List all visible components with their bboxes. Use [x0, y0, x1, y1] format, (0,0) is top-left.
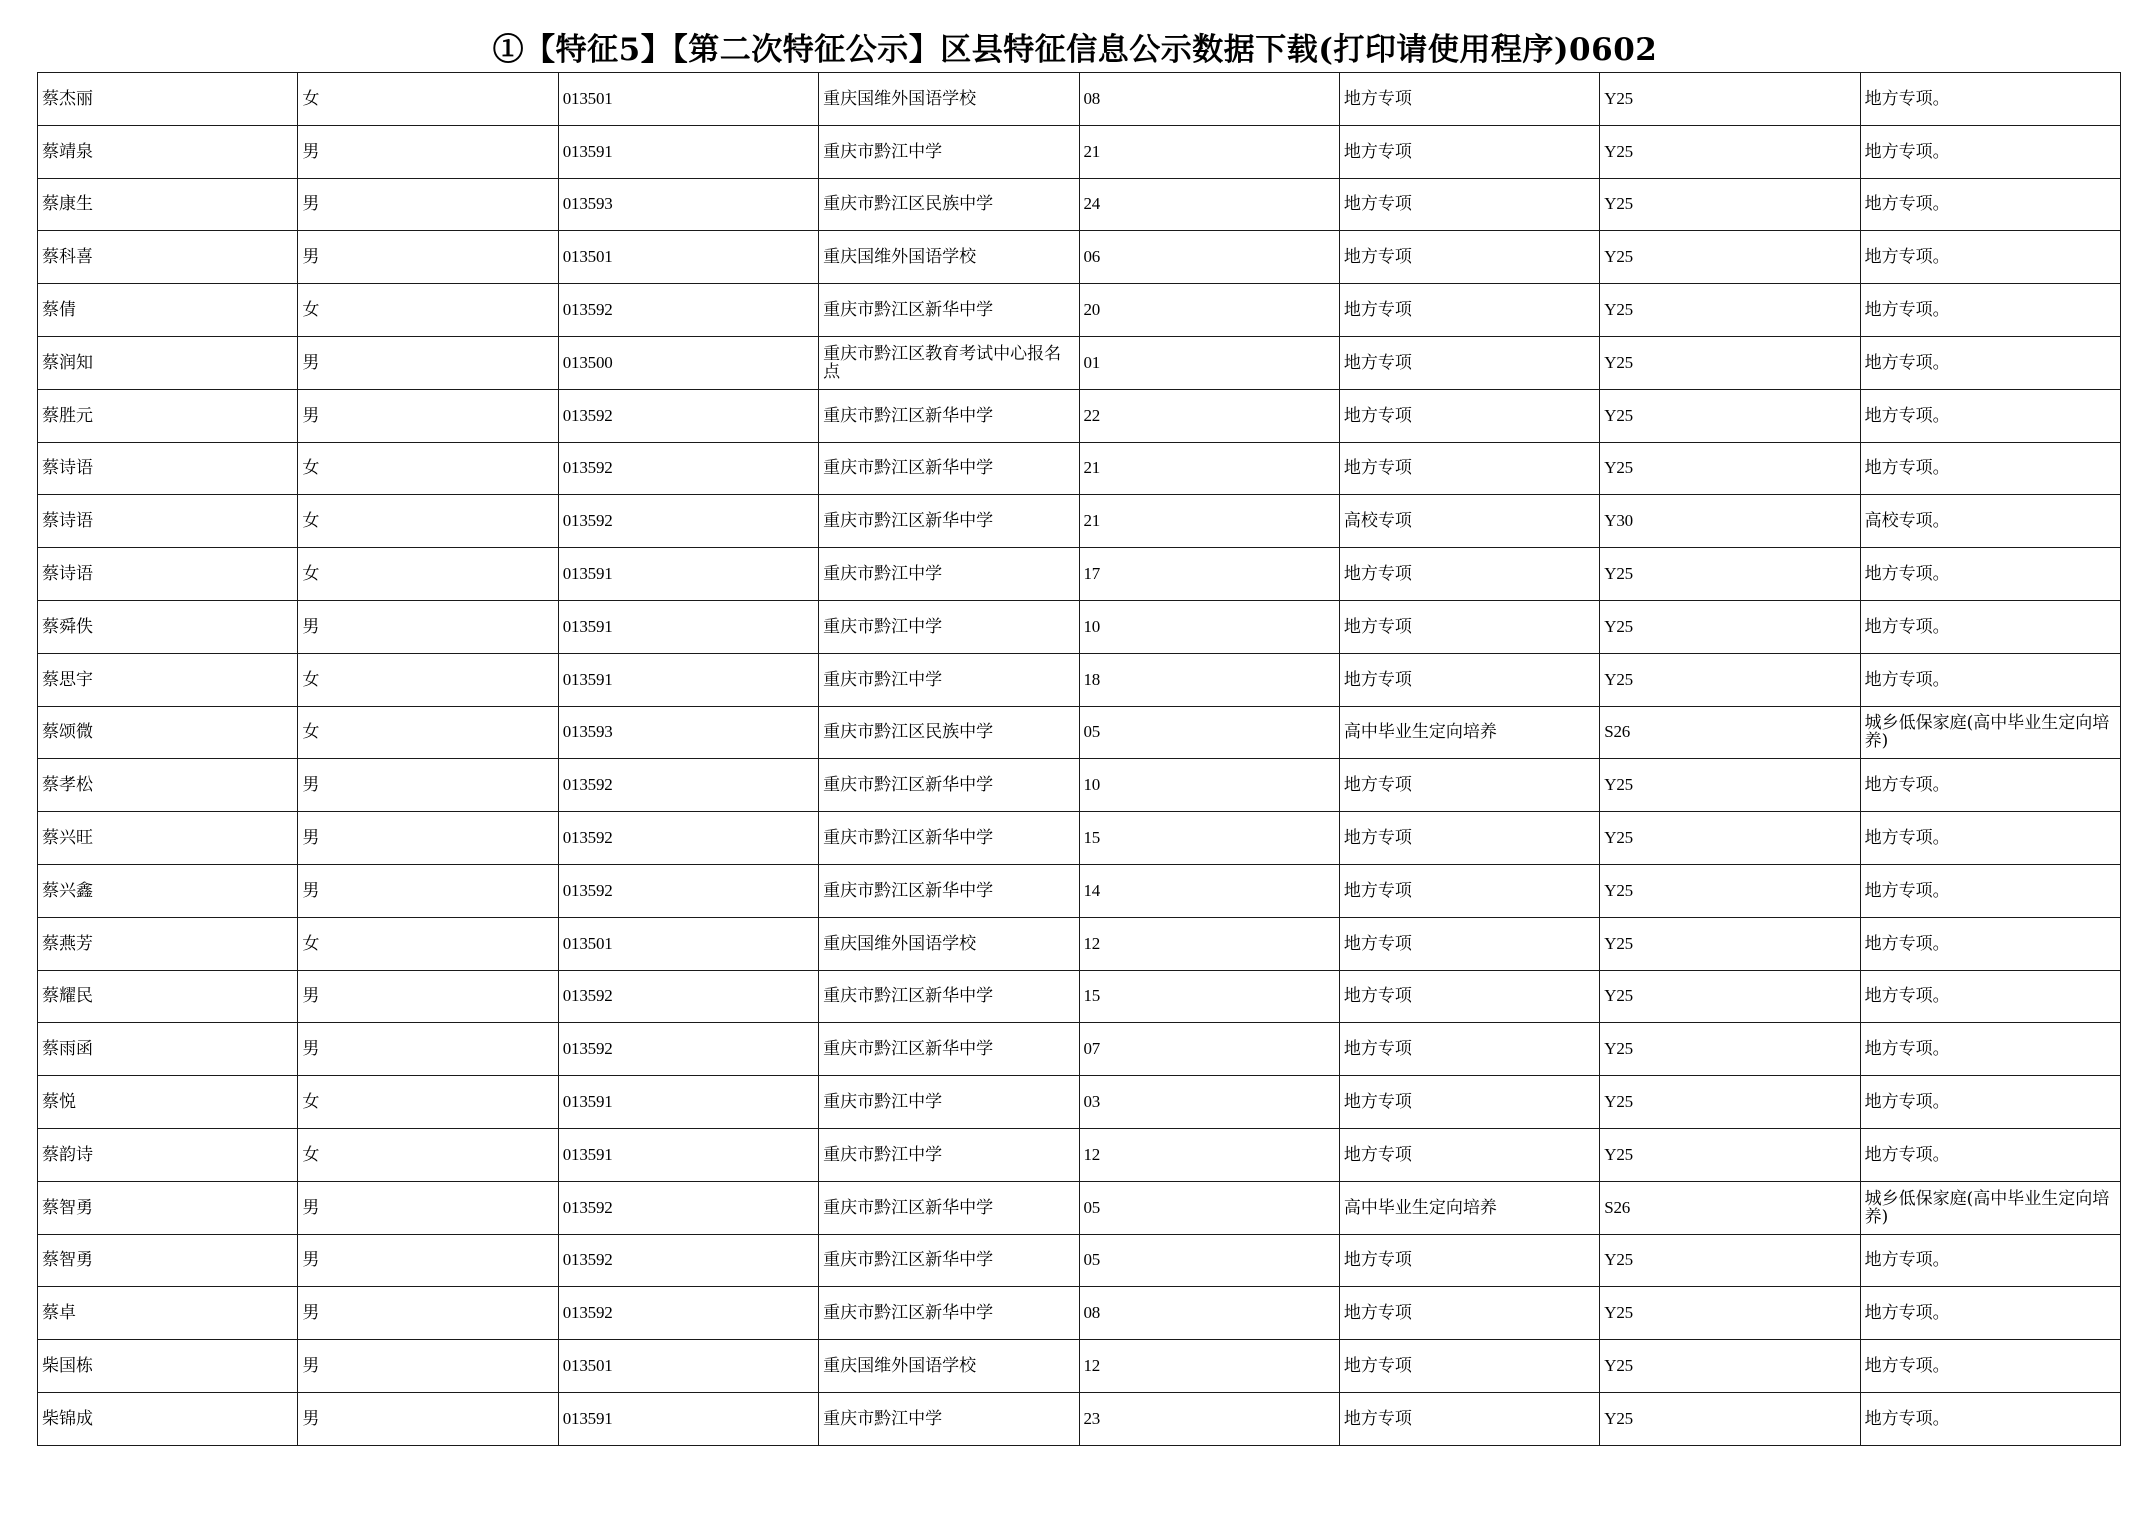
program-category-cell: 地方专项 — [1339, 759, 1599, 812]
student-name-cell: 蔡润知 — [38, 336, 298, 389]
gender-cell: 女 — [298, 548, 558, 601]
gender-cell: 女 — [298, 442, 558, 495]
school-code-cell: 013592 — [558, 495, 818, 548]
student-name-cell: 柴国栋 — [38, 1340, 298, 1393]
school-name-cell: 重庆国维外国语学校 — [819, 1340, 1079, 1393]
student-name-cell: 蔡孝松 — [38, 759, 298, 812]
school-code-cell: 013592 — [558, 970, 818, 1023]
student-name-cell: 蔡颂微 — [38, 706, 298, 759]
program-category-cell: 地方专项 — [1339, 1234, 1599, 1287]
remark-cell: 地方专项。 — [1860, 442, 2120, 495]
program-category-cell: 地方专项 — [1339, 1023, 1599, 1076]
remark-cell: 地方专项。 — [1860, 1392, 2120, 1445]
gender-cell: 女 — [298, 653, 558, 706]
gender-cell: 女 — [298, 917, 558, 970]
program-category-cell: 地方专项 — [1339, 1340, 1599, 1393]
program-code-cell: Y25 — [1600, 970, 1860, 1023]
school-name-cell: 重庆市黔江区新华中学 — [819, 1287, 1079, 1340]
student-name-cell: 蔡靖泉 — [38, 125, 298, 178]
student-name-cell: 蔡杰丽 — [38, 73, 298, 126]
table-row — [38, 442, 2121, 495]
program-code-cell: Y25 — [1600, 336, 1860, 389]
program-code-cell: Y25 — [1600, 917, 1860, 970]
class-number-cell: 21 — [1079, 495, 1339, 548]
class-number-cell: 08 — [1079, 73, 1339, 126]
program-code-cell: Y25 — [1600, 73, 1860, 126]
school-name-cell: 重庆市黔江区民族中学 — [819, 706, 1079, 759]
roster-table-body — [38, 73, 2121, 1446]
class-number-cell: 23 — [1079, 1392, 1339, 1445]
school-name-cell: 重庆市黔江中学 — [819, 125, 1079, 178]
school-name-cell: 重庆市黔江区新华中学 — [819, 970, 1079, 1023]
school-name-cell: 重庆市黔江中学 — [819, 1076, 1079, 1129]
program-category-cell: 地方专项 — [1339, 1128, 1599, 1181]
program-code-cell: Y25 — [1600, 389, 1860, 442]
student-name-cell: 蔡燕芳 — [38, 917, 298, 970]
gender-cell: 男 — [298, 336, 558, 389]
gender-cell: 男 — [298, 1287, 558, 1340]
school-code-cell: 013591 — [558, 1076, 818, 1129]
remark-cell: 地方专项。 — [1860, 653, 2120, 706]
remark-cell: 高校专项。 — [1860, 495, 2120, 548]
table-row — [38, 336, 2121, 389]
table-row — [38, 653, 2121, 706]
school-name-cell: 重庆市黔江区民族中学 — [819, 178, 1079, 231]
table-row — [38, 1023, 2121, 1076]
student-name-cell: 柴锦成 — [38, 1392, 298, 1445]
gender-cell: 男 — [298, 1181, 558, 1234]
school-name-cell: 重庆市黔江区教育考试中心报名点 — [819, 336, 1079, 389]
class-number-cell: 05 — [1079, 706, 1339, 759]
school-code-cell: 013592 — [558, 284, 818, 337]
program-code-cell: Y25 — [1600, 1392, 1860, 1445]
school-code-cell: 013592 — [558, 1287, 818, 1340]
program-category-cell: 地方专项 — [1339, 812, 1599, 865]
school-code-cell: 013592 — [558, 864, 818, 917]
school-code-cell: 013500 — [558, 336, 818, 389]
program-code-cell: S26 — [1600, 706, 1860, 759]
program-code-cell: Y25 — [1600, 1287, 1860, 1340]
class-number-cell: 12 — [1079, 1128, 1339, 1181]
school-code-cell: 013592 — [558, 812, 818, 865]
gender-cell: 女 — [298, 495, 558, 548]
student-name-cell: 蔡倩 — [38, 284, 298, 337]
gender-cell: 男 — [298, 231, 558, 284]
table-row — [38, 706, 2121, 759]
school-code-cell: 013592 — [558, 1181, 818, 1234]
program-category-cell: 地方专项 — [1339, 970, 1599, 1023]
program-code-cell: Y25 — [1600, 864, 1860, 917]
class-number-cell: 05 — [1079, 1181, 1339, 1234]
remark-cell: 地方专项。 — [1860, 73, 2120, 126]
program-category-cell: 高校专项 — [1339, 495, 1599, 548]
school-code-cell: 013592 — [558, 1023, 818, 1076]
gender-cell: 男 — [298, 970, 558, 1023]
program-code-cell: Y30 — [1600, 495, 1860, 548]
remark-cell: 地方专项。 — [1860, 1076, 2120, 1129]
class-number-cell: 15 — [1079, 970, 1339, 1023]
class-number-cell: 15 — [1079, 812, 1339, 865]
program-code-cell: Y25 — [1600, 653, 1860, 706]
remark-cell: 地方专项。 — [1860, 1287, 2120, 1340]
class-number-cell: 17 — [1079, 548, 1339, 601]
school-name-cell: 重庆市黔江中学 — [819, 653, 1079, 706]
student-name-cell: 蔡科喜 — [38, 231, 298, 284]
roster-table — [37, 72, 2121, 1446]
program-category-cell: 地方专项 — [1339, 389, 1599, 442]
program-code-cell: Y25 — [1600, 284, 1860, 337]
school-name-cell: 重庆国维外国语学校 — [819, 73, 1079, 126]
student-name-cell: 蔡兴鑫 — [38, 864, 298, 917]
class-number-cell: 03 — [1079, 1076, 1339, 1129]
table-row — [38, 1128, 2121, 1181]
class-number-cell: 01 — [1079, 336, 1339, 389]
school-code-cell: 013592 — [558, 389, 818, 442]
class-number-cell: 24 — [1079, 178, 1339, 231]
student-name-cell: 蔡舜佚 — [38, 600, 298, 653]
class-number-cell: 08 — [1079, 1287, 1339, 1340]
program-category-cell: 高中毕业生定向培养 — [1339, 1181, 1599, 1234]
gender-cell: 女 — [298, 1076, 558, 1129]
remark-cell: 地方专项。 — [1860, 600, 2120, 653]
program-category-cell: 地方专项 — [1339, 548, 1599, 601]
remark-cell: 地方专项。 — [1860, 548, 2120, 601]
table-row — [38, 495, 2121, 548]
student-name-cell: 蔡雨函 — [38, 1023, 298, 1076]
remark-cell: 地方专项。 — [1860, 1023, 2120, 1076]
school-code-cell: 013591 — [558, 125, 818, 178]
program-category-cell: 地方专项 — [1339, 600, 1599, 653]
class-number-cell: 20 — [1079, 284, 1339, 337]
class-number-cell: 12 — [1079, 1340, 1339, 1393]
student-name-cell: 蔡胜元 — [38, 389, 298, 442]
school-name-cell: 重庆市黔江中学 — [819, 548, 1079, 601]
school-name-cell: 重庆市黔江区新华中学 — [819, 495, 1079, 548]
student-name-cell: 蔡智勇 — [38, 1181, 298, 1234]
table-row — [38, 231, 2121, 284]
program-category-cell: 地方专项 — [1339, 864, 1599, 917]
school-name-cell: 重庆市黔江中学 — [819, 600, 1079, 653]
program-code-cell: Y25 — [1600, 600, 1860, 653]
school-name-cell: 重庆市黔江中学 — [819, 1128, 1079, 1181]
remark-cell: 地方专项。 — [1860, 812, 2120, 865]
student-name-cell: 蔡康生 — [38, 178, 298, 231]
remark-cell: 地方专项。 — [1860, 178, 2120, 231]
table-row — [38, 73, 2121, 126]
school-code-cell: 013591 — [558, 600, 818, 653]
school-code-cell: 013501 — [558, 231, 818, 284]
program-category-cell: 地方专项 — [1339, 1392, 1599, 1445]
remark-cell: 地方专项。 — [1860, 1234, 2120, 1287]
student-name-cell: 蔡诗语 — [38, 495, 298, 548]
school-code-cell: 013501 — [558, 1340, 818, 1393]
school-code-cell: 013501 — [558, 73, 818, 126]
table-row — [38, 1392, 2121, 1445]
table-row — [38, 1181, 2121, 1234]
program-category-cell: 地方专项 — [1339, 653, 1599, 706]
remark-cell: 地方专项。 — [1860, 917, 2120, 970]
gender-cell: 男 — [298, 600, 558, 653]
remark-cell: 地方专项。 — [1860, 1128, 2120, 1181]
school-code-cell: 013592 — [558, 1234, 818, 1287]
program-code-cell: Y25 — [1600, 1234, 1860, 1287]
student-name-cell: 蔡悦 — [38, 1076, 298, 1129]
gender-cell: 女 — [298, 1128, 558, 1181]
gender-cell: 男 — [298, 389, 558, 442]
remark-cell: 地方专项。 — [1860, 231, 2120, 284]
remark-cell: 地方专项。 — [1860, 759, 2120, 812]
school-name-cell: 重庆市黔江区新华中学 — [819, 389, 1079, 442]
gender-cell: 男 — [298, 1023, 558, 1076]
class-number-cell: 21 — [1079, 125, 1339, 178]
table-row — [38, 548, 2121, 601]
school-code-cell: 013591 — [558, 1128, 818, 1181]
program-category-cell: 地方专项 — [1339, 336, 1599, 389]
remark-cell: 地方专项。 — [1860, 389, 2120, 442]
remark-cell: 地方专项。 — [1860, 336, 2120, 389]
school-code-cell: 013591 — [558, 1392, 818, 1445]
table-row — [38, 178, 2121, 231]
school-code-cell: 013501 — [558, 917, 818, 970]
table-row — [38, 917, 2121, 970]
table-row — [38, 1287, 2121, 1340]
school-code-cell: 013591 — [558, 548, 818, 601]
gender-cell: 男 — [298, 864, 558, 917]
table-row — [38, 864, 2121, 917]
class-number-cell: 10 — [1079, 600, 1339, 653]
program-code-cell: Y25 — [1600, 178, 1860, 231]
school-name-cell: 重庆市黔江区新华中学 — [819, 759, 1079, 812]
program-code-cell: Y25 — [1600, 759, 1860, 812]
student-name-cell: 蔡思宇 — [38, 653, 298, 706]
table-row — [38, 970, 2121, 1023]
table-row — [38, 759, 2121, 812]
school-code-cell: 013593 — [558, 706, 818, 759]
class-number-cell: 07 — [1079, 1023, 1339, 1076]
gender-cell: 男 — [298, 812, 558, 865]
class-number-cell: 05 — [1079, 1234, 1339, 1287]
gender-cell: 女 — [298, 73, 558, 126]
gender-cell: 男 — [298, 178, 558, 231]
program-category-cell: 地方专项 — [1339, 284, 1599, 337]
student-name-cell: 蔡诗语 — [38, 442, 298, 495]
class-number-cell: 12 — [1079, 917, 1339, 970]
page-title: ①【特征5】【第二次特征公示】区县特征信息公示数据下载(打印请使用程序)0602 — [492, 32, 1658, 68]
remark-cell: 地方专项。 — [1860, 864, 2120, 917]
remark-cell: 地方专项。 — [1860, 970, 2120, 1023]
remark-cell: 城乡低保家庭(高中毕业生定向培养) — [1860, 1181, 2120, 1234]
school-name-cell: 重庆市黔江区新华中学 — [819, 1234, 1079, 1287]
school-code-cell: 013592 — [558, 442, 818, 495]
gender-cell: 男 — [298, 1392, 558, 1445]
program-category-cell: 地方专项 — [1339, 1287, 1599, 1340]
class-number-cell: 21 — [1079, 442, 1339, 495]
remark-cell: 地方专项。 — [1860, 125, 2120, 178]
program-category-cell: 高中毕业生定向培养 — [1339, 706, 1599, 759]
class-number-cell: 06 — [1079, 231, 1339, 284]
school-name-cell: 重庆市黔江中学 — [819, 1392, 1079, 1445]
student-name-cell: 蔡卓 — [38, 1287, 298, 1340]
program-code-cell: Y25 — [1600, 1023, 1860, 1076]
program-code-cell: Y25 — [1600, 1128, 1860, 1181]
program-code-cell: Y25 — [1600, 231, 1860, 284]
remark-cell: 地方专项。 — [1860, 284, 2120, 337]
table-row — [38, 1234, 2121, 1287]
gender-cell: 男 — [298, 125, 558, 178]
student-name-cell: 蔡耀民 — [38, 970, 298, 1023]
school-name-cell: 重庆市黔江区新华中学 — [819, 1181, 1079, 1234]
gender-cell: 男 — [298, 1340, 558, 1393]
table-row — [38, 1340, 2121, 1393]
school-name-cell: 重庆市黔江区新华中学 — [819, 864, 1079, 917]
program-category-cell: 地方专项 — [1339, 125, 1599, 178]
school-name-cell: 重庆国维外国语学校 — [819, 231, 1079, 284]
program-code-cell: Y25 — [1600, 442, 1860, 495]
table-row — [38, 284, 2121, 337]
class-number-cell: 18 — [1079, 653, 1339, 706]
student-name-cell: 蔡智勇 — [38, 1234, 298, 1287]
program-code-cell: Y25 — [1600, 1076, 1860, 1129]
gender-cell: 女 — [298, 706, 558, 759]
table-row — [38, 389, 2121, 442]
program-category-cell: 地方专项 — [1339, 178, 1599, 231]
class-number-cell: 22 — [1079, 389, 1339, 442]
roster-table-container — [37, 72, 2120, 1446]
school-name-cell: 重庆国维外国语学校 — [819, 917, 1079, 970]
table-row — [38, 812, 2121, 865]
class-number-cell: 14 — [1079, 864, 1339, 917]
table-row — [38, 600, 2121, 653]
school-name-cell: 重庆市黔江区新华中学 — [819, 1023, 1079, 1076]
student-name-cell: 蔡兴旺 — [38, 812, 298, 865]
program-code-cell: Y25 — [1600, 125, 1860, 178]
program-category-cell: 地方专项 — [1339, 1076, 1599, 1129]
program-code-cell: Y25 — [1600, 1340, 1860, 1393]
school-name-cell: 重庆市黔江区新华中学 — [819, 284, 1079, 337]
school-name-cell: 重庆市黔江区新华中学 — [819, 442, 1079, 495]
program-code-cell: Y25 — [1600, 812, 1860, 865]
school-name-cell: 重庆市黔江区新华中学 — [819, 812, 1079, 865]
remark-cell: 城乡低保家庭(高中毕业生定向培养) — [1860, 706, 2120, 759]
school-code-cell: 013592 — [558, 759, 818, 812]
program-category-cell: 地方专项 — [1339, 442, 1599, 495]
student-name-cell: 蔡诗语 — [38, 548, 298, 601]
remark-cell: 地方专项。 — [1860, 1340, 2120, 1393]
program-code-cell: S26 — [1600, 1181, 1860, 1234]
school-code-cell: 013593 — [558, 178, 818, 231]
gender-cell: 男 — [298, 759, 558, 812]
gender-cell: 男 — [298, 1234, 558, 1287]
program-category-cell: 地方专项 — [1339, 917, 1599, 970]
class-number-cell: 10 — [1079, 759, 1339, 812]
program-code-cell: Y25 — [1600, 548, 1860, 601]
student-name-cell: 蔡韵诗 — [38, 1128, 298, 1181]
school-code-cell: 013591 — [558, 653, 818, 706]
gender-cell: 女 — [298, 284, 558, 337]
table-row — [38, 1076, 2121, 1129]
table-row — [38, 125, 2121, 178]
program-category-cell: 地方专项 — [1339, 73, 1599, 126]
program-category-cell: 地方专项 — [1339, 231, 1599, 284]
